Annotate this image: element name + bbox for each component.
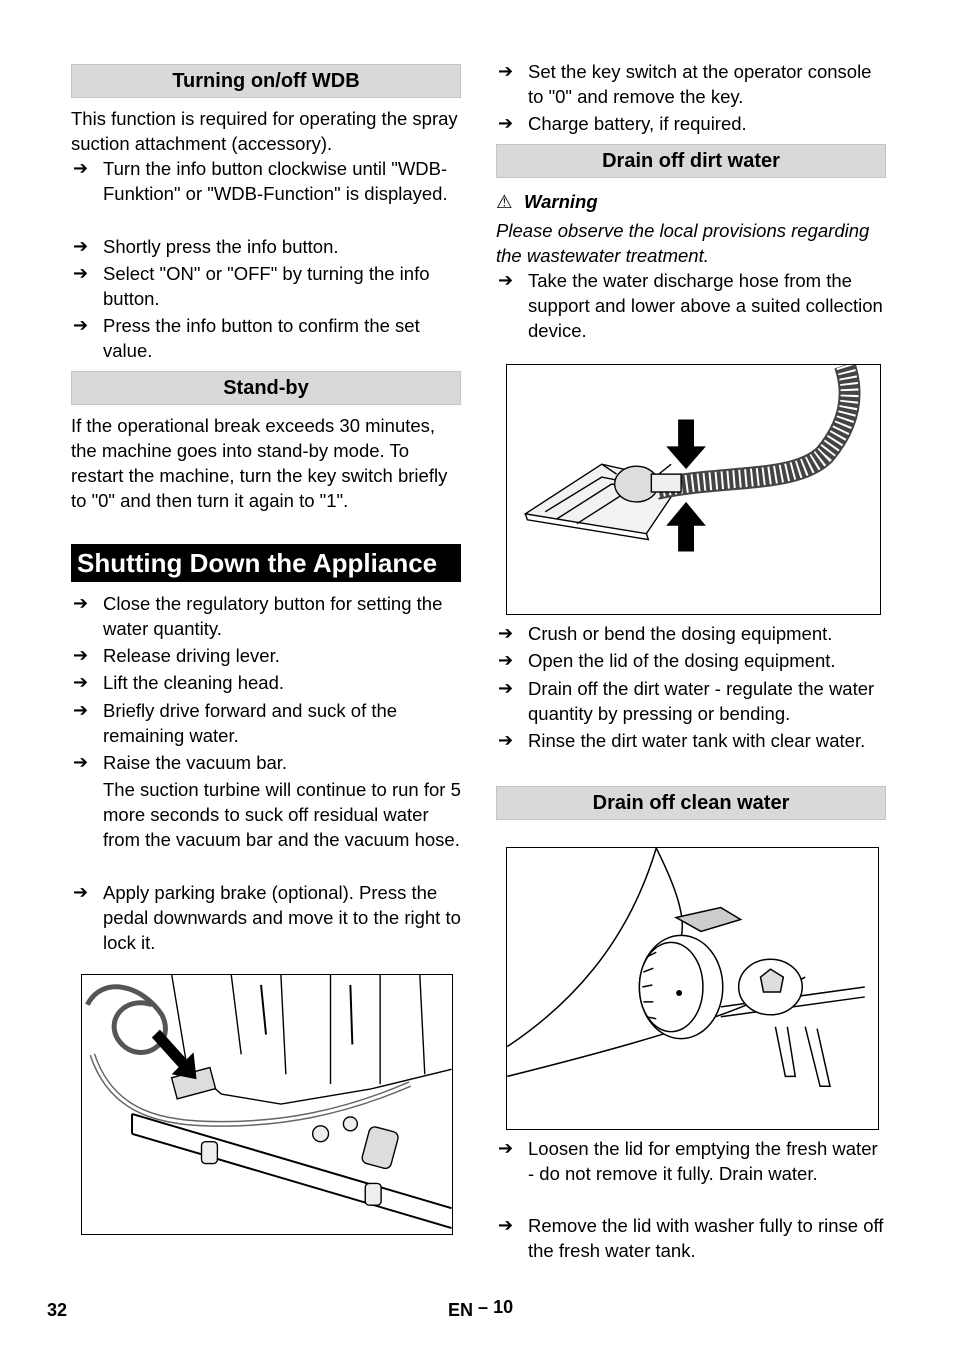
chapter-heading-shutdown: Shutting Down the Appliance xyxy=(71,544,461,582)
right-arrow-icon: ➔ xyxy=(498,623,514,643)
list-item: ➔ Rinse the dirt water tank with clear water. xyxy=(498,730,866,751)
list-item: ➔ Close the regulatory button for setting the water quantity. xyxy=(73,593,443,639)
list-item: ➔ Crush or bend the dosing equipment. xyxy=(498,623,833,644)
right-arrow-icon: ➔ xyxy=(498,1138,514,1158)
right-arrow-icon: ➔ xyxy=(73,882,89,902)
wdb-intro: This function is required for operating the spray suction attachment (accessory). xyxy=(71,108,458,154)
standby-text: If the operational break exceeds 30 minutes, the machine goes into stand-by mode. To restart the machine, turn the key switch briefly to "0" and then turn it again to "1". xyxy=(71,415,448,511)
right-arrow-icon: ➔ xyxy=(498,678,514,698)
list-item: ➔ Set the key switch at the operator console to "0" and remove the key. xyxy=(498,61,872,107)
right-arrow-icon: ➔ xyxy=(73,672,89,692)
list-item: ➔ Remove the lid with washer fully to rinse off the fresh water tank. xyxy=(498,1215,884,1261)
right-arrow-icon: ➔ xyxy=(73,700,89,720)
right-arrow-icon: ➔ xyxy=(498,113,514,133)
section-heading-standby: Stand-by xyxy=(71,371,461,405)
section-heading-wdb-text: Turning on/off WDB xyxy=(172,69,360,92)
list-item: ➔ Apply parking brake (optional). Press the pedal downwards and move it to the right to lock it. xyxy=(73,882,461,953)
right-arrow-icon: ➔ xyxy=(498,61,514,81)
right-arrow-icon: ➔ xyxy=(498,1215,514,1235)
list-item: ➔ Select "ON" or "OFF" by turning the info button. xyxy=(73,263,430,309)
list-item: ➔ Drain off the dirt water - regulate the water quantity by pressing or bending. xyxy=(498,678,875,724)
list-item: ➔ Briefly drive forward and suck of the remaining water. xyxy=(73,700,398,746)
right-arrow-icon: ➔ xyxy=(498,270,514,290)
list-item: ➔ Charge battery, if required. xyxy=(498,113,747,134)
right-arrow-icon: ➔ xyxy=(73,263,89,283)
parking-brake-drawing xyxy=(82,975,452,1234)
warning-text: Please observe the local provisions regarding the wastewater treatment. xyxy=(496,220,870,266)
list-item: ➔ Raise the vacuum bar. xyxy=(73,752,288,773)
right-arrow-icon: ➔ xyxy=(498,650,514,670)
page-number: 32 xyxy=(47,1300,68,1320)
right-arrow-icon: ➔ xyxy=(73,315,89,335)
list-item: ➔ Release driving lever. xyxy=(73,645,280,666)
list-item: ➔ Take the water discharge hose from the support and lower above a suited collection device. xyxy=(498,270,883,341)
list-item: ➔ Lift the cleaning head. xyxy=(73,672,285,693)
right-arrow-icon: ➔ xyxy=(73,593,89,613)
section-heading-dirt-water: Drain off dirt water xyxy=(496,144,886,178)
dirt-water-hose-drawing xyxy=(507,365,880,614)
list-item: ➔ Shortly press the info button. xyxy=(73,236,339,257)
right-arrow-icon: ➔ xyxy=(73,158,89,178)
section-heading-clean-water: Drain off clean water xyxy=(496,786,886,820)
dirt-water-hose-illustration xyxy=(506,364,881,615)
shutdown-note: The suction turbine will continue to run for 5 more seconds to suck off residual water from the vacuum bar and the vacuum hose. xyxy=(103,779,461,850)
list-item: ➔ Loosen the lid for emptying the fresh water - do not remove it fully. Drain water. xyxy=(498,1138,878,1184)
right-arrow-icon: ➔ xyxy=(73,645,89,665)
clean-water-lid-illustration xyxy=(506,847,879,1130)
section-heading-wdb xyxy=(71,64,461,98)
list-item: ➔ Turn the info button clockwise until "WDB-Funktion" or "WDB-Function" is displayed. xyxy=(73,158,448,204)
right-arrow-icon: ➔ xyxy=(498,730,514,750)
parking-brake-illustration xyxy=(81,974,453,1235)
warning-label: ⚠ Warning xyxy=(496,191,598,212)
warning-triangle-icon: ⚠ xyxy=(496,191,513,212)
footer-lang: EN – 10 xyxy=(448,1297,514,1320)
list-item: ➔ Open the lid of the dosing equipment. xyxy=(498,650,836,671)
right-arrow-icon: ➔ xyxy=(73,752,89,772)
right-arrow-icon: ➔ xyxy=(73,236,89,256)
list-item: ➔ Press the info button to confirm the set value. xyxy=(73,315,420,361)
clean-water-lid-drawing xyxy=(507,848,878,1129)
